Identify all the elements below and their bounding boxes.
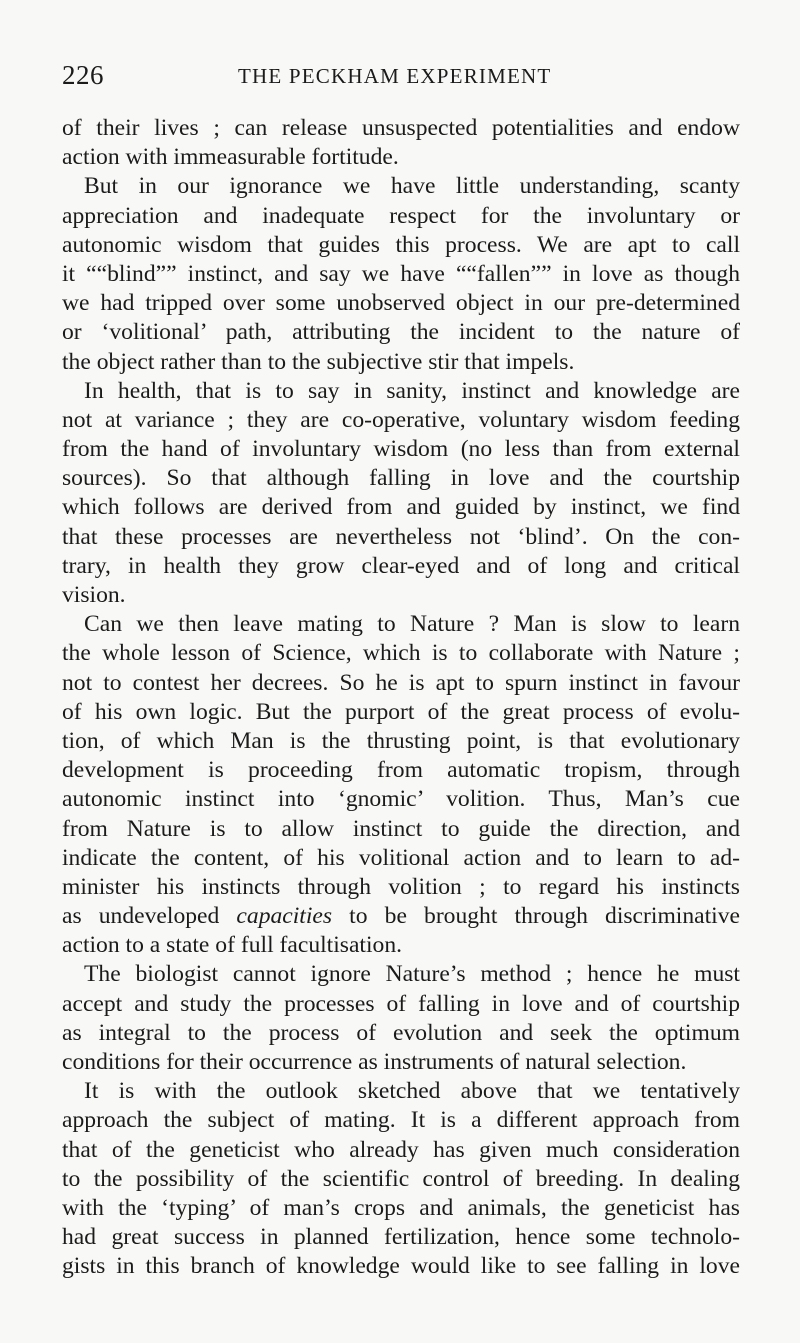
page-number: 226 xyxy=(62,60,104,90)
text-line: autonomic instinct into ‘gnomic’ volition. Thus, Man’s cue xyxy=(62,786,740,813)
text-line: the whole lesson of Science, which is to collaborate with Nature ; xyxy=(62,640,740,667)
text-line: not at variance ; they are co-operative, voluntary wisdom feeding xyxy=(62,406,740,433)
paragraph xyxy=(62,960,740,1077)
text-line: which follows are derived from and guided by instinct, we find xyxy=(62,494,740,521)
text-line: that of the geneticist who already has given much consideration xyxy=(62,1136,740,1163)
text-line: of his own logic. But the purport of the great process of evolu- xyxy=(62,698,740,725)
text-line: as integral to the process of evolution and seek the optimum xyxy=(62,1019,740,1046)
body-text xyxy=(62,114,740,1282)
paragraph xyxy=(62,610,740,960)
paragraph xyxy=(62,114,740,172)
text-line: from the hand of involuntary wisdom (no less than from external xyxy=(62,436,740,463)
paragraph xyxy=(62,1077,740,1281)
text-line: vision. xyxy=(62,582,126,608)
text-line: it ““blind”” instinct, and say we have ““fallen”” in love as though xyxy=(62,260,740,287)
text-line: minister his instincts through volition ; to regard his instincts xyxy=(62,873,740,900)
text-line: trary, in health they grow clear-eyed and of long and critical xyxy=(62,552,740,579)
text-line: of their lives ; can release unsuspected potentialities and endow xyxy=(62,115,740,141)
text-line: appreciation and inadequate respect for the involuntary or xyxy=(62,202,740,229)
text-line: not to contest her decrees. So he is apt to spurn instinct in favour xyxy=(62,669,740,696)
text-line: we had tripped over some unobserved object in our pre-determined xyxy=(62,290,740,317)
text-line: to the possibility of the scientific control of breeding. In dealing xyxy=(62,1165,740,1192)
text-line: But in our ignorance we have little understanding, scanty xyxy=(84,173,740,200)
page-header xyxy=(0,60,800,100)
text-line: In health, that is to say in sanity, instinct and knowledge are xyxy=(84,377,740,404)
text-line: from Nature is to allow instinct to guide the direction, and xyxy=(62,815,740,842)
text-line: conditions for their occurrence as instruments of natural selection. xyxy=(62,1049,687,1075)
text-line: approach the subject of mating. It is a different approach from xyxy=(62,1107,740,1134)
text-line: accept and study the processes of falling in love and of courtship xyxy=(62,990,740,1017)
text-line: tion, of which Man is the thrusting point, is that evolutionary xyxy=(62,727,740,754)
text-line: action with immeasurable fortitude. xyxy=(62,144,399,171)
text-line: or ‘volitional’ path, attributing the incident to the nature of xyxy=(62,319,740,346)
text-line: indicate the content, of his volitional action and to learn to ad- xyxy=(62,844,740,871)
text-line: gists in this branch of knowledge would like to see falling in love xyxy=(62,1253,740,1280)
text-line: as undeveloped capacities to be brought through discriminative xyxy=(62,903,740,930)
paragraph xyxy=(62,172,740,376)
text-line: development is proceeding from automatic tropism, through xyxy=(62,757,740,784)
text-line: with the ‘typing’ of man’s crops and animals, the geneticist has xyxy=(62,1194,740,1221)
text-line: The biologist cannot ignore Nature’s method ; hence he must xyxy=(84,961,740,988)
text-line: the object rather than to the subjective stir that impels. xyxy=(62,348,575,375)
text-line: autonomic wisdom that guides this process. We are apt to call xyxy=(62,231,740,258)
running-title: THE PECKHAM EXPERIMENT xyxy=(238,64,552,88)
paragraph xyxy=(62,377,740,611)
text-line: that these processes are nevertheless not ‘blind’. On the con- xyxy=(62,523,740,550)
text-line: It is with the outlook sketched above that we tentatively xyxy=(84,1078,740,1105)
text-line: Can we then leave mating to Nature ? Man is slow to learn xyxy=(84,611,740,638)
text-line: had great success in planned fertilization, hence some technolo- xyxy=(62,1224,740,1251)
text-line: sources). So that although falling in love and the courtship xyxy=(62,465,740,492)
text-line: action to a state of full facultisation. xyxy=(62,932,403,959)
